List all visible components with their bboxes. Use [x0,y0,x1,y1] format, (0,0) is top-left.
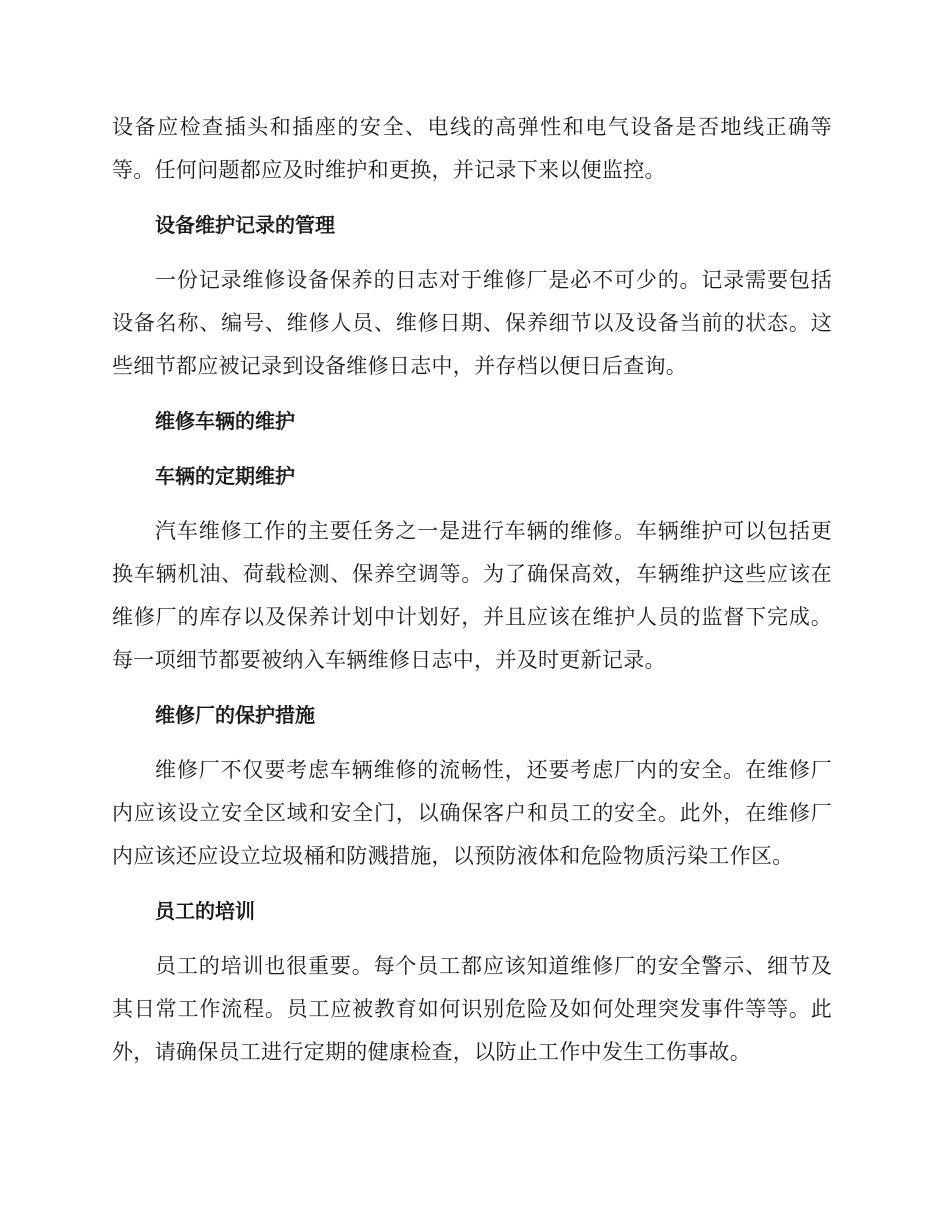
paragraph-protection-measures: 维修厂不仅要考虑车辆维修的流畅性，还要考虑厂内的安全。在维修厂内应该设立安全区域和安全门，以确保客户和员工的安全。此外，在维修厂内应该还应设立垃圾桶和防溅措施，以预防液体和危险物质污染工作区。 [112,758,832,868]
paragraph-staff-training: 员工的培训也很重要。每个员工都应该知道维修厂的安全警示、细节及其日常工作流程。员工应被教育如何识别危险及如何处理突发事件等等。此外，请确保员工进行定期的健康检查，以防止工作中发生工伤事故。 [112,954,832,1064]
document-body [112,106,832,1086]
heading-equipment-records: 设备维护记录的管理 [155,213,335,237]
heading-staff-training: 员工的培训 [155,899,255,923]
paragraph-equipment-records: 一份记录维修设备保养的日志对于维修厂是必不可少的。记录需要包括设备名称、编号、维修人员、维修日期、保养细节以及设备当前的状态。这些细节都应被记录到设备维修日志中，并存档以便日后查询。 [112,268,832,378]
paragraph-periodic-maintenance: 汽车维修工作的主要任务之一是进行车辆的维修。车辆维护可以包括更换车辆机油、荷载检测、保养空调等。为了确保高效，车辆维护这些应该在维修厂的库存以及保养计划中计划好，并且应该在维护人员的监督下完成。每一项细节都要被纳入车辆维修日志中，并及时更新记录。 [112,519,832,672]
heading-vehicle-maintenance: 维修车辆的维护 [155,409,295,433]
heading-periodic-maintenance: 车辆的定期维护 [155,464,295,488]
paragraph-electrical-check: 设备应检查插头和插座的安全、电线的高弹性和电气设备是否地线正确等等。任何问题都应及时维护和更换，并记录下来以便监控。 [112,115,832,182]
heading-protection-measures: 维修厂的保护措施 [155,703,315,727]
